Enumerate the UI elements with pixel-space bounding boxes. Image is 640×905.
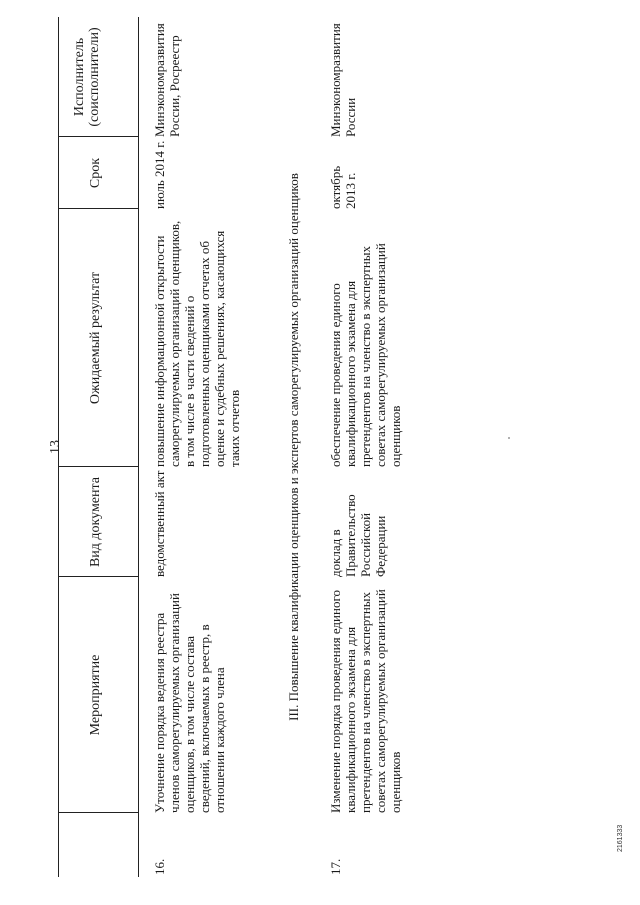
column-header-measure: Мероприятие (88, 654, 103, 736)
page-number: 13 (48, 440, 63, 454)
row-measure: Уточнение порядка ведения реестра членов саморегулируемых организаций оценщиков, в том числе состава сведений, включаемых в реестр, в отношении каждого члена (152, 593, 227, 813)
header-top-rule (58, 17, 59, 877)
row-deadline: июль 2014 г. (152, 140, 167, 209)
row-measure: Изменение порядка проведения единого квалификационного экзамена для претендентов на членство в экспертных советах саморегулируемых организаций оценщиков (328, 589, 403, 813)
row-executor: Минэкономразвития России (328, 23, 358, 137)
row-number: 16. (152, 858, 167, 875)
row-result: обеспечение проведения единого квалификационного экзамена для претендентов на членство в экспертных советах саморегулируемых организаций оценщиков (328, 243, 403, 467)
column-header-executor: Исполнитель (соисполнители) (72, 27, 102, 127)
row-deadline: октябрь 2013 г. (328, 165, 358, 209)
column-header-result: Ожидаемый результат (88, 271, 103, 405)
column-header-doc-type: Вид документа (88, 476, 103, 568)
row-number: 17. (328, 858, 343, 875)
scan-speck (508, 437, 510, 439)
row-doc-type: ведомственный акт (152, 470, 167, 577)
header-bottom-rule (138, 17, 139, 877)
section-title: III. Повышение квалификации оценщиков и экспертов саморегулируемых организаций оценщиков (286, 173, 301, 721)
row-doc-type: доклад в Правительство Российской Федерации (328, 494, 388, 577)
rotated-table-sheet (40, 17, 600, 877)
row-executor: Минэкономразвития России, Росреестр (152, 23, 182, 137)
row-result: повышение информационной открытости саморегулируемых организаций оценщиков, в том числе в части сведений о подготовленных оценщиками отчетах об оценке и судебных решениях, касающихся таких отчетов (152, 220, 242, 467)
column-header-deadline: Срок (88, 157, 103, 189)
footer-code: 2161333 (617, 824, 624, 852)
